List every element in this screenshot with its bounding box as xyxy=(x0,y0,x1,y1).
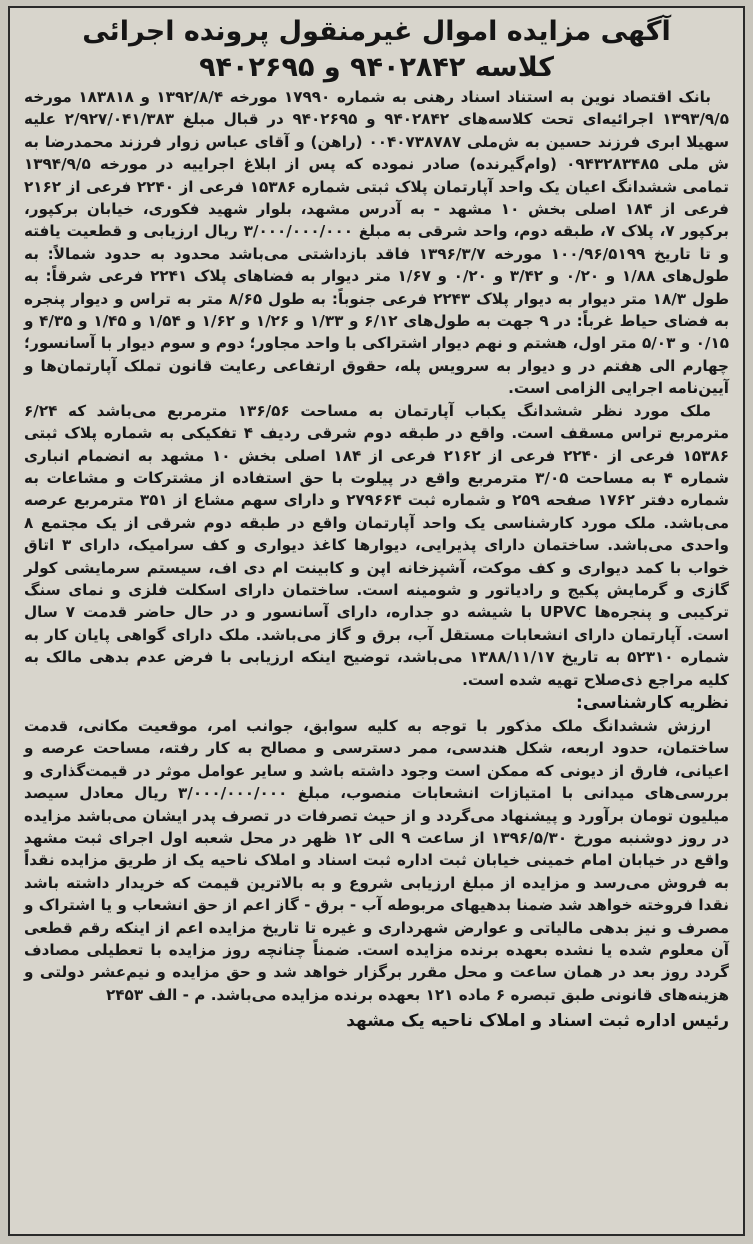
title-line-2: کلاسه ۹۴۰۲۸۴۲ و ۹۴۰۲۶۹۵ xyxy=(199,52,554,83)
reference-number: م - الف ۲۴۵۳ xyxy=(106,985,206,1004)
notice-paragraph-2: ملک مورد نظر ششدانگ یکباب آپارتمان به مساحت ۱۳۶/۵۶ مترمربع می‌باشد که ۶/۲۴ مترمربع تراس مسقف است. واقع در طبقه دوم شرقی ردیف ۴ تفکیکی به شماره پلاک ثبتی ۱۵۳۸۶ فرعی از ۲۲۴۰ فرعی از ۲۱۶۲ فرعی از ۱۸۴ اصلی بخش ۱۰ مشهد به انضمام انباری شماره ۴ به مساحت ۳/۰۵ مترمربع واقع در پیلوت با حق استفاده از مشترکات و مشاعات به شماره دفتر ۱۷۶۲ صفحه ۲۵۹ و شماره ثبت ۲۷۹۶۶۴ و دارای سهم مشاع از ۳۵۱ مترمربع عرصه می‌باشد. ملک مورد کارشناسی یک واحد آپارتمان واقع در طبقه دوم شرقی از یک مجتمع ۸ واحدی می‌باشد. ساختمان دارای پذیرایی، دیوارها کاغذ دیواری و کف سرامیک، دارای ۳ اتاق خواب با کمد دیواری و کف موکت، آشپزخانه اپن و کابینت ام دی اف، سیستم سرمایشی کولر گازی و گرمایش پکیج و رادیاتور و شومینه است. ساختمان دارای اسکلت فلزی و نمای سنگ ترکیبی و پنجره‌ها UPVC با شیشه دو جداره، دارای آسانسور و در حال حاضر قدمت ۷ سال است. آپارتمان دارای انشعابات مستقل آب، برق و گاز می‌باشد. ملک دارای گواهی پایان کار به شماره ۵۲۳۱۰ به تاریخ ۱۳۸۸/۱۱/۱۷ می‌باشد، توضیح اینکه ارزیابی با فرض عدم بدهی مالک به کلیه مراجع ذی‌صلاح تهیه شده است. xyxy=(24,401,730,689)
notice-title xyxy=(24,14,729,86)
auction-notice xyxy=(8,6,745,1236)
notice-paragraph-3 xyxy=(24,715,729,1006)
expert-opinion-heading: نظریه کارشناسی: xyxy=(576,692,729,713)
notice-paragraph-1: بانک اقتصاد نوین به استناد اسناد رهنی به شماره ۱۷۹۹۰ مورخه ۱۳۹۲/۸/۴ و ۱۸۳۸۱۸ مورخه ۱۳۹۳/۹/۵ اجرائیه‌ای تحت کلاسه‌های ۹۴۰۲۸۴۲ و ۹۴۰۲۶۹۵ در قبال مبلغ ۲/۹۲۷/۰۴۱/۳۸۳ علیه سهیلا ابری فرزند حسین به ش‌ملی ۰۰۴۰۷۳۸۷۸۷ (راهن) و آقای عباس زوار فرزند محمدرضا به ش ملی ۰۹۴۳۲۸۳۴۸۵ (وام‌گیرنده) صادر نموده که پس از ابلاغ اجراییه در مورخه ۱۳۹۴/۹/۵ تمامی ششدانگ اعیان یک واحد آپارتمان پلاک ثبتی شماره ۱۵۳۸۶ فرعی از ۲۲۴۰ فرعی از ۲۱۶۲ فرعی از ۱۸۴ اصلی بخش ۱۰ مشهد - به آدرس مشهد، بلوار شهید فکوری، خیابان برکپور، برکپور ۷، پلاک ۷، طبقه دوم، واحد شرقی به مبلغ ۳/۰۰۰/۰۰۰/۰۰۰ ریال ارزیابی و قطعیت یافته و تا تاریخ ۱۰۰/۹۶/۵۱۹۹ مورخه ۱۳۹۶/۳/۷ فاقد بازداشتی می‌باشد محدود به حدود شمالاً: به طول‌های ۱/۸۸ و ۰/۲۰ و ۳/۴۲ و ۰/۲۰ و ۱/۶۷ متر دیوار به فضاهای پلاک ۲۲۴۱ فرعی شرقاً: به طول ۱۸/۳ متر دیوار به دیوار پلاک ۲۲۴۳ فرعی جنوباً: به طول ۸/۶۵ متر به تراس و دیوار پنجره به فضای حیاط غرباً: در ۹ جهت به طول‌های ۶/۱۲ و ۱/۳۳ و ۱/۲۶ و ۱/۶۲ و ۱/۵۴ و ۱/۴۵ و ۴/۳۵ و ۰/۱۵ و ۵/۰۳ متر اول، هشتم و نهم دیوار اشتراکی با واحد مجاور؛ دوم و سوم دیوار با آسانسور؛ چهارم الی هفتم در و دیوار به سرویس پله، حقوق ارتفاعی رعایت قانون تملک آپارتمان‌ها و آیین‌نامه اجرایی الزامی است. xyxy=(24,88,730,398)
paragraph-3-text: ارزش ششدانگ ملک مذکور با توجه به کلیه سوابق، جوانب امر، موقعیت مکانی، قدمت ساختمان، حدود اربعه، شکل هندسی، ممر دسترسی و مصالح به کار رفته، مساحت عرصه و اعیانی، فارق از دیونی که ممکن است وجود داشته باشد و سایر عوامل موثر در قیمت‌گذاری و بررسی‌های میدانی با امتیازات انشعابات منصوب، مبلغ ۳/۰۰۰/۰۰۰/۰۰۰ ریال معادل سیصد میلیون تومان برآورد و پیشنهاد می‌گردد و از حیث تصرفات در تصرف پدر ایشان می‌باشد مزایده در روز دوشنبه مورخ ۱۳۹۶/۵/۳۰ از ساعت ۹ الی ۱۲ ظهر در محل شعبه اول اجرای ثبت مشهد واقع در خیابان امام خمینی خیابان ثبت اداره ثبت اسناد و املاک ناحیه یک از طریق مزایده نقداً به فروش می‌رسد و مزایده از مبلغ ارزیابی شروع و به بالاترین قیمت که خریدار داشته باشد نقدا فروخته خواهد شد ضمنا بدهیهای مربوطه آب - برق - گاز اعم از حق انشعاب و یا اشتراک و مصرف و نیز بدهی مالیاتی و عوارض شهرداری و غیره تا تاریخ مزایده اعم از اینکه رقم قطعی آن معلوم شده یا نشده بعهده برنده مزایده است. ضمناً چنانچه روز مزایده با تعطیلی مصادف گردد روز بعد در همان ساعت و محل مقرر برگزار خواهد شد و حق مزایده و نیم‌عشر دولتی و هزینه‌های قانونی طبق تبصره ۶ ماده ۱۲۱ بعهده برنده مزایده می‌باشد. xyxy=(24,716,729,1004)
title-line-1: آگهی مزایده اموال غیرمنقول پرونده اجرائی xyxy=(82,16,671,47)
signature: رئیس اداره ثبت اسناد و املاک ناحیه یک مشهد xyxy=(346,1011,729,1032)
